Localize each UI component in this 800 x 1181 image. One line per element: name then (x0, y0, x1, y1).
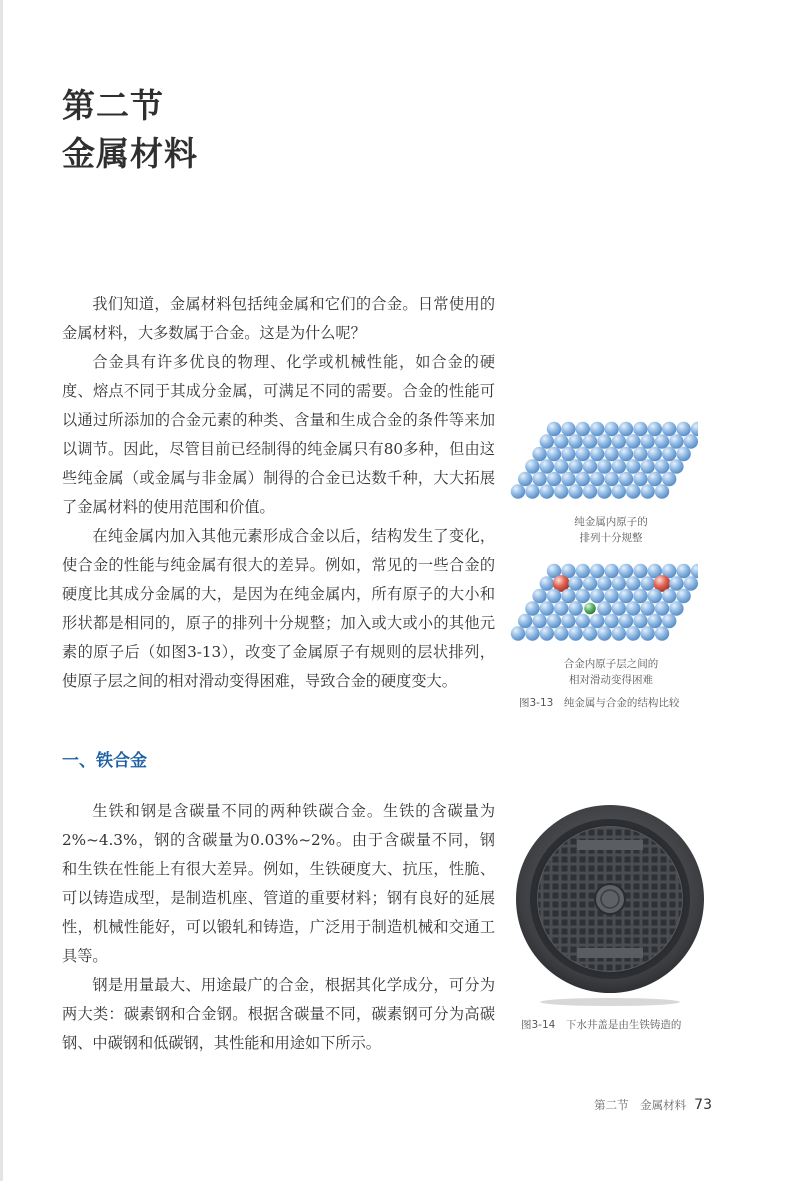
alloy-caption (560, 656, 662, 688)
iron-alloy-text-block (62, 797, 495, 1058)
metal-atom (554, 601, 568, 615)
metal-atom (640, 459, 654, 473)
metal-atom (590, 589, 604, 603)
metal-atom (547, 422, 561, 436)
metal-atom (612, 434, 626, 448)
metal-atom (540, 601, 554, 615)
metal-atom (604, 447, 618, 461)
metal-atom (532, 614, 546, 628)
metal-atom (540, 459, 554, 473)
metal-atom (525, 626, 539, 640)
caption-line: 纯金属内原子的 (574, 516, 648, 528)
pure-metal-caption (568, 514, 654, 546)
caption-line: 相对滑动变得困难 (569, 674, 653, 686)
intro-text-block (62, 290, 495, 696)
section-title-heading: 金属材料 (62, 134, 198, 173)
metal-atom (597, 601, 611, 615)
metal-atom (648, 422, 662, 436)
metal-atom (568, 626, 582, 640)
metal-atom (633, 447, 647, 461)
metal-atom (669, 576, 683, 590)
page-spine-shadow (0, 0, 3, 1181)
metal-atom (576, 472, 590, 486)
metal-atom (547, 614, 561, 628)
metal-atom (554, 484, 568, 498)
metal-atom (662, 422, 676, 436)
metal-atom (640, 626, 654, 640)
metal-atom (604, 422, 618, 436)
metal-atom (648, 614, 662, 628)
metal-atom (554, 626, 568, 640)
metal-atom (590, 564, 604, 578)
metal-atom (676, 564, 690, 578)
metal-atom (691, 422, 698, 436)
page-footer (594, 1097, 712, 1113)
metal-atom (583, 576, 597, 590)
paragraph: 钢是用量最大、用途最广的合金，根据其化学成分，可分为两大类：碳素钢和合金钢。根据含碳量不同，碳素钢可分为高碳钢、中碳钢和低碳钢，其性能和用途如下所示。 (62, 976, 495, 1052)
metal-atom (684, 434, 698, 448)
metal-atom (612, 626, 626, 640)
metal-atom (597, 576, 611, 590)
metal-atom (633, 472, 647, 486)
paragraph: 生铁和钢是含碳量不同的两种铁碳合金。生铁的含碳量为2%~4.3%，钢的含碳量为0.03%~2%。由于含碳量不同，钢和生铁在性能上有很大差异。例如，生铁硬度大、抗压，性脆、可以铸造成型，是制造机座、管道的重要材料；钢有良好的延展性，机械性能好，可以锻轧和铸造，广泛用于制造机械和交通工具等。 (62, 802, 495, 965)
metal-atom (568, 484, 582, 498)
metal-atom (583, 459, 597, 473)
metal-atom (561, 614, 575, 628)
metal-atom (626, 434, 640, 448)
metal-atom (540, 484, 554, 498)
metal-atom (626, 576, 640, 590)
metal-atom (669, 434, 683, 448)
metal-atom (540, 626, 554, 640)
metal-atom (669, 601, 683, 615)
metal-atom (561, 472, 575, 486)
alloy-lattice-figure (508, 562, 698, 657)
metal-atom (576, 564, 590, 578)
metal-atom (590, 472, 604, 486)
metal-atom (511, 626, 525, 640)
metal-atom (619, 447, 633, 461)
metal-atom (540, 434, 554, 448)
paragraph: 在纯金属内加入其他元素形成合金以后，结构发生了变化，使合金的性能与纯金属有很大的差异。例如，常见的一些合金的硬度比其成分金属的大，是因为在纯金属内，所有原子的大小和形状都是相同的，原子的排列十分规整；加入或大或小的其他元素的原子后（如图3-13），改变了金属原子有规则的层状排列，使原子层之间的相对滑动变得困难，导致合金的硬度变大。 (62, 527, 495, 690)
metal-atom (604, 472, 618, 486)
pure-metal-lattice-figure (508, 420, 698, 515)
metal-atom (525, 601, 539, 615)
metal-atom (576, 422, 590, 436)
metal-atom (532, 472, 546, 486)
metal-atom (540, 576, 554, 590)
metal-atom (655, 459, 669, 473)
metal-atom (676, 447, 690, 461)
metal-atom (568, 434, 582, 448)
metal-atom (612, 484, 626, 498)
metal-atom (619, 422, 633, 436)
small-alloy-atom (584, 603, 596, 615)
metal-atom (583, 626, 597, 640)
metal-atom (612, 576, 626, 590)
metal-atom (518, 472, 532, 486)
metal-atom (640, 601, 654, 615)
metal-atom (619, 472, 633, 486)
metal-atom (655, 626, 669, 640)
metal-atom (676, 589, 690, 603)
metal-atom (655, 434, 669, 448)
figure-3-13-caption: 图3-13 纯金属与合金的结构比较 (519, 697, 680, 709)
metal-atom (525, 459, 539, 473)
subsection-title: 一、铁合金 (62, 751, 147, 771)
metal-atom (518, 614, 532, 628)
metal-atom (532, 589, 546, 603)
manhole-cover-figure (515, 792, 705, 1007)
metal-atom (561, 447, 575, 461)
metal-atom (662, 472, 676, 486)
metal-atom (669, 459, 683, 473)
page-number: 73 (694, 1097, 712, 1113)
metal-atom (583, 484, 597, 498)
metal-atom (597, 484, 611, 498)
metal-atom (619, 589, 633, 603)
metal-atom (547, 589, 561, 603)
metal-atom (676, 422, 690, 436)
metal-atom (554, 459, 568, 473)
running-title: 第二节 金属材料 (594, 1098, 687, 1112)
metal-atom (662, 447, 676, 461)
metal-atom (612, 601, 626, 615)
metal-atom (568, 576, 582, 590)
metal-atom (633, 564, 647, 578)
paragraph: 合金具有许多优良的物理、化学或机械性能，如合金的硬度、熔点不同于其成分金属，可满足不同的需要。合金的性能可以通过所添加的合金元素的种类、含量和生成合金的条件等来加以调节。因此，尽管目前已经制得的纯金属只有80多种，但由这些纯金属（或金属与非金属）制得的合金已达数千种，大大拓展了金属材料的使用范围和价值。 (62, 353, 495, 516)
metal-atom (525, 484, 539, 498)
cover-center-emblem (595, 884, 625, 914)
metal-atom (633, 614, 647, 628)
cover-shadow (540, 998, 680, 1006)
metal-atom (648, 589, 662, 603)
metal-atom (633, 422, 647, 436)
metal-atom (655, 601, 669, 615)
metal-atom (554, 434, 568, 448)
metal-atom (547, 472, 561, 486)
metal-atom (583, 434, 597, 448)
metal-atom (619, 614, 633, 628)
metal-atom (532, 447, 546, 461)
metal-atom (590, 422, 604, 436)
figure-3-14-caption: 图3-14 下水井盖是由生铁铸造的 (521, 1019, 682, 1031)
metal-atom (640, 576, 654, 590)
metal-atom (626, 601, 640, 615)
metal-atom (568, 601, 582, 615)
section-number-heading: 第二节 (62, 86, 164, 125)
metal-atom (511, 484, 525, 498)
metal-atom (561, 589, 575, 603)
metal-atom (691, 564, 698, 578)
metal-atom (662, 614, 676, 628)
metal-atom (640, 434, 654, 448)
metal-atom (648, 472, 662, 486)
metal-atom (640, 484, 654, 498)
metal-atom (597, 459, 611, 473)
metal-atom (612, 459, 626, 473)
metal-atom (619, 564, 633, 578)
metal-atom (626, 484, 640, 498)
caption-line: 合金内原子层之间的 (563, 658, 659, 670)
metal-atom (633, 589, 647, 603)
metal-atom (576, 614, 590, 628)
metal-atom (655, 484, 669, 498)
metal-atom (547, 447, 561, 461)
metal-atom (648, 447, 662, 461)
metal-atom (626, 459, 640, 473)
metal-atom (590, 447, 604, 461)
caption-line: 排列十分规整 (579, 532, 643, 544)
metal-atom (604, 589, 618, 603)
metal-atom (561, 422, 575, 436)
metal-atom (568, 459, 582, 473)
metal-atom (626, 626, 640, 640)
metal-atom (604, 564, 618, 578)
metal-atom (590, 614, 604, 628)
paragraph: 我们知道，金属材料包括纯金属和它们的合金。日常使用的金属材料，大多数属于合金。这是为什么呢？ (62, 295, 495, 342)
metal-atom (597, 626, 611, 640)
metal-atom (604, 614, 618, 628)
metal-atom (576, 447, 590, 461)
metal-atom (684, 576, 698, 590)
metal-atom (597, 434, 611, 448)
metal-atom (576, 589, 590, 603)
metal-atom (662, 589, 676, 603)
